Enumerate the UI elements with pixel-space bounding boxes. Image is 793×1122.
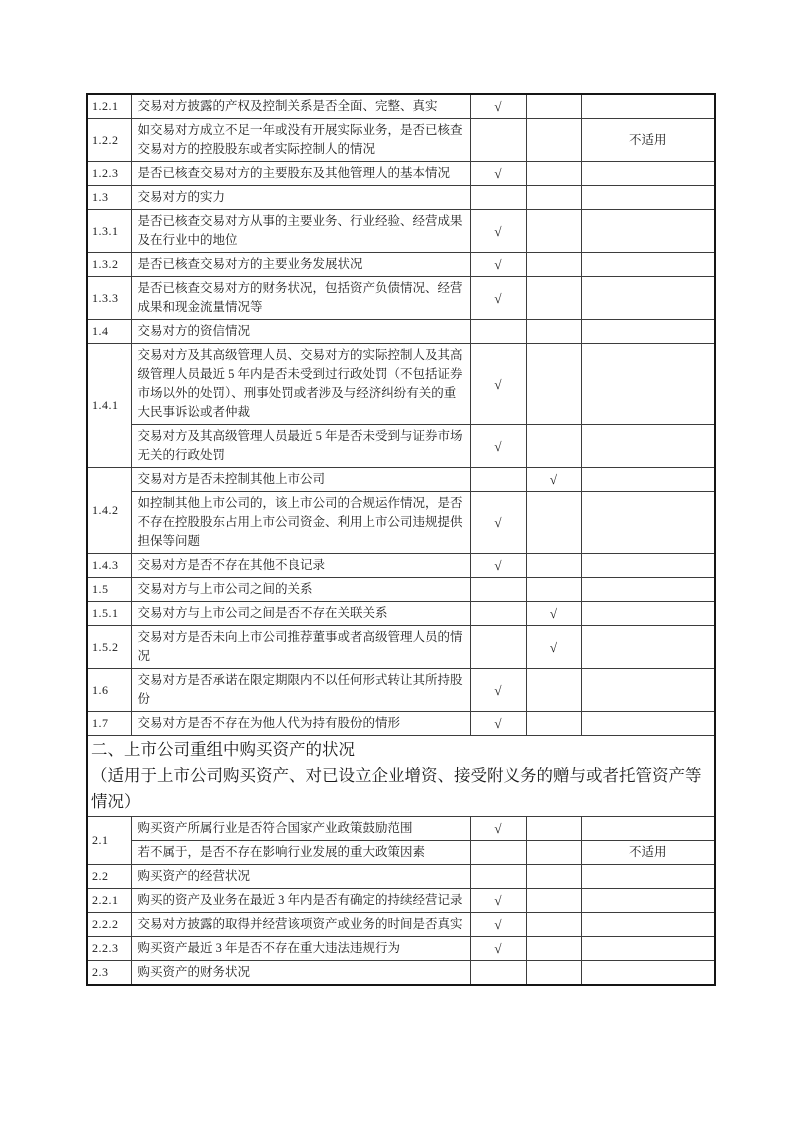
item-description: 交易对方的资信情况 (131, 320, 470, 344)
item-number: 1.3 (87, 186, 131, 210)
yes-checkmark-cell: √ (470, 913, 526, 937)
no-checkmark-cell (526, 669, 581, 712)
yes-checkmark-cell (470, 320, 526, 344)
no-checkmark-cell: √ (526, 468, 581, 492)
yes-checkmark-cell: √ (470, 253, 526, 277)
item-description: 交易对方是否未向上市公司推荐董事或者高级管理人员的情况 (131, 626, 470, 669)
remark-cell (581, 669, 715, 712)
yes-checkmark-cell: √ (470, 669, 526, 712)
checklist-row (87, 913, 715, 937)
no-checkmark-cell (526, 913, 581, 937)
remark-cell (581, 162, 715, 186)
checklist-row (87, 344, 715, 425)
remark-cell: 不适用 (581, 841, 715, 865)
item-number: 2.2.3 (87, 937, 131, 961)
item-number: 1.4 (87, 320, 131, 344)
yes-checkmark-cell: √ (470, 889, 526, 913)
item-description: 交易对方与上市公司之间的关系 (131, 578, 470, 602)
item-number: 1.3.3 (87, 277, 131, 320)
item-description: 交易对方是否承诺在限定期限内不以任何形式转让其所持股份 (131, 669, 470, 712)
yes-checkmark-cell: √ (470, 162, 526, 186)
no-checkmark-cell (526, 554, 581, 578)
item-description: 交易对方的实力 (131, 186, 470, 210)
item-number: 1.7 (87, 712, 131, 736)
yes-checkmark-cell: √ (470, 712, 526, 736)
checklist-row (87, 712, 715, 736)
item-description: 交易对方披露的产权及控制关系是否全面、完整、真实 (131, 94, 470, 119)
checklist-row (87, 468, 715, 492)
no-checkmark-cell (526, 578, 581, 602)
yes-checkmark-cell (470, 841, 526, 865)
remark-cell (581, 889, 715, 913)
no-checkmark-cell (526, 94, 581, 119)
section-header-cell (87, 736, 715, 817)
remark-cell (581, 554, 715, 578)
yes-checkmark-cell (470, 865, 526, 889)
yes-checkmark-cell: √ (470, 492, 526, 554)
item-number: 1.4.1 (87, 344, 131, 468)
checklist-row (87, 817, 715, 841)
yes-checkmark-cell: √ (470, 210, 526, 253)
item-description: 交易对方是否不存在为他人代为持有股份的情形 (131, 712, 470, 736)
checklist-row (87, 94, 715, 119)
remark-cell (581, 320, 715, 344)
checklist-row (87, 162, 715, 186)
item-description: 购买资产的经营状况 (131, 865, 470, 889)
remark-cell (581, 492, 715, 554)
item-description: 购买资产最近 3 年是否不存在重大违法违规行为 (131, 937, 470, 961)
item-number: 1.4.2 (87, 468, 131, 554)
yes-checkmark-cell: √ (470, 937, 526, 961)
no-checkmark-cell: √ (526, 602, 581, 626)
yes-checkmark-cell: √ (470, 94, 526, 119)
remark-cell (581, 913, 715, 937)
checklist-table-body (87, 94, 715, 985)
no-checkmark-cell (526, 162, 581, 186)
no-checkmark-cell (526, 320, 581, 344)
checklist-row (87, 253, 715, 277)
item-number: 2.1 (87, 817, 131, 865)
checklist-row (87, 578, 715, 602)
item-description: 购买资产所属行业是否符合国家产业政策鼓励范围 (131, 817, 470, 841)
no-checkmark-cell (526, 492, 581, 554)
remark-cell (581, 937, 715, 961)
item-description: 如控制其他上市公司的，该上市公司的合规运作情况，是否不存在控股股东占用上市公司资金、利用上市公司违规提供担保等问题 (131, 492, 470, 554)
yes-checkmark-cell (470, 578, 526, 602)
item-number: 1.3.1 (87, 210, 131, 253)
checklist-row (87, 626, 715, 669)
section-title: 二、上市公司重组中购买资产的状况 (91, 740, 355, 759)
yes-checkmark-cell (470, 961, 526, 986)
yes-checkmark-cell: √ (470, 817, 526, 841)
no-checkmark-cell (526, 210, 581, 253)
section-header-row (87, 736, 715, 817)
yes-checkmark-cell (470, 602, 526, 626)
checklist-row (87, 186, 715, 210)
yes-checkmark-cell: √ (470, 425, 526, 468)
checklist-row (87, 865, 715, 889)
remark-cell (581, 94, 715, 119)
item-description: 交易对方是否未控制其他上市公司 (131, 468, 470, 492)
checklist-row (87, 669, 715, 712)
checklist-row (87, 425, 715, 468)
checklist-row (87, 961, 715, 986)
remark-cell (581, 626, 715, 669)
remark-cell (581, 344, 715, 425)
item-description: 如交易对方成立不足一年或没有开展实际业务，是否已核查交易对方的控股股东或者实际控制人的情况 (131, 119, 470, 162)
checklist-row (87, 602, 715, 626)
item-number: 1.5 (87, 578, 131, 602)
item-number: 1.3.2 (87, 253, 131, 277)
checklist-row (87, 841, 715, 865)
remark-cell (581, 865, 715, 889)
remark-cell (581, 186, 715, 210)
remark-cell (581, 468, 715, 492)
item-description: 是否已核查交易对方的主要业务发展状况 (131, 253, 470, 277)
item-description: 是否已核查交易对方从事的主要业务、行业经验、经营成果及在行业中的地位 (131, 210, 470, 253)
no-checkmark-cell (526, 937, 581, 961)
item-number: 1.2.1 (87, 94, 131, 119)
checklist-row (87, 889, 715, 913)
section-subtitle: （适用于上市公司购买资产、对已设立企业增资、接受附义务的赠与或者托管资产等情况） (91, 766, 702, 811)
no-checkmark-cell (526, 186, 581, 210)
remark-cell (581, 578, 715, 602)
no-checkmark-cell (526, 712, 581, 736)
remark-cell (581, 425, 715, 468)
yes-checkmark-cell (470, 626, 526, 669)
yes-checkmark-cell: √ (470, 554, 526, 578)
checklist-row (87, 119, 715, 162)
no-checkmark-cell (526, 425, 581, 468)
yes-checkmark-cell: √ (470, 277, 526, 320)
item-description: 购买的资产及业务在最近 3 年内是否有确定的持续经营记录 (131, 889, 470, 913)
no-checkmark-cell (526, 344, 581, 425)
checklist-row (87, 937, 715, 961)
item-description: 购买资产的财务状况 (131, 961, 470, 986)
item-number: 2.2 (87, 865, 131, 889)
item-number: 2.3 (87, 961, 131, 986)
no-checkmark-cell (526, 119, 581, 162)
checklist-row (87, 492, 715, 554)
checklist-row (87, 210, 715, 253)
item-number: 1.2.3 (87, 162, 131, 186)
checklist-row (87, 320, 715, 344)
yes-checkmark-cell (470, 119, 526, 162)
no-checkmark-cell (526, 889, 581, 913)
remark-cell: 不适用 (581, 119, 715, 162)
item-description: 交易对方及其高级管理人员最近 5 年是否未受到与证券市场无关的行政处罚 (131, 425, 470, 468)
item-description: 交易对方与上市公司之间是否不存在关联关系 (131, 602, 470, 626)
no-checkmark-cell (526, 865, 581, 889)
no-checkmark-cell (526, 277, 581, 320)
yes-checkmark-cell (470, 468, 526, 492)
item-number: 2.2.2 (87, 913, 131, 937)
item-description: 交易对方是否不存在其他不良记录 (131, 554, 470, 578)
checklist-row (87, 277, 715, 320)
checklist-row (87, 554, 715, 578)
yes-checkmark-cell (470, 186, 526, 210)
yes-checkmark-cell: √ (470, 344, 526, 425)
item-number: 1.5.1 (87, 602, 131, 626)
remark-cell (581, 712, 715, 736)
remark-cell (581, 210, 715, 253)
checklist-table (86, 93, 716, 986)
item-number: 1.5.2 (87, 626, 131, 669)
no-checkmark-cell: √ (526, 626, 581, 669)
no-checkmark-cell (526, 961, 581, 986)
item-number: 2.2.1 (87, 889, 131, 913)
remark-cell (581, 277, 715, 320)
item-description: 交易对方披露的取得并经营该项资产或业务的时间是否真实 (131, 913, 470, 937)
remark-cell (581, 961, 715, 986)
item-description: 交易对方及其高级管理人员、交易对方的实际控制人及其高级管理人员最近 5 年内是否未受到过行政处罚（不包括证券市场以外的处罚）、刑事处罚或者涉及与经济纠纷有关的重大民事诉讼或者仲裁 (131, 344, 470, 425)
remark-cell (581, 602, 715, 626)
item-number: 1.4.3 (87, 554, 131, 578)
item-description: 是否已核查交易对方的财务状况，包括资产负债情况、经营成果和现金流量情况等 (131, 277, 470, 320)
remark-cell (581, 817, 715, 841)
item-number: 1.2.2 (87, 119, 131, 162)
item-description: 若不属于，是否不存在影响行业发展的重大政策因素 (131, 841, 470, 865)
item-number: 1.6 (87, 669, 131, 712)
no-checkmark-cell (526, 253, 581, 277)
no-checkmark-cell (526, 841, 581, 865)
item-description: 是否已核查交易对方的主要股东及其他管理人的基本情况 (131, 162, 470, 186)
remark-cell (581, 253, 715, 277)
no-checkmark-cell (526, 817, 581, 841)
